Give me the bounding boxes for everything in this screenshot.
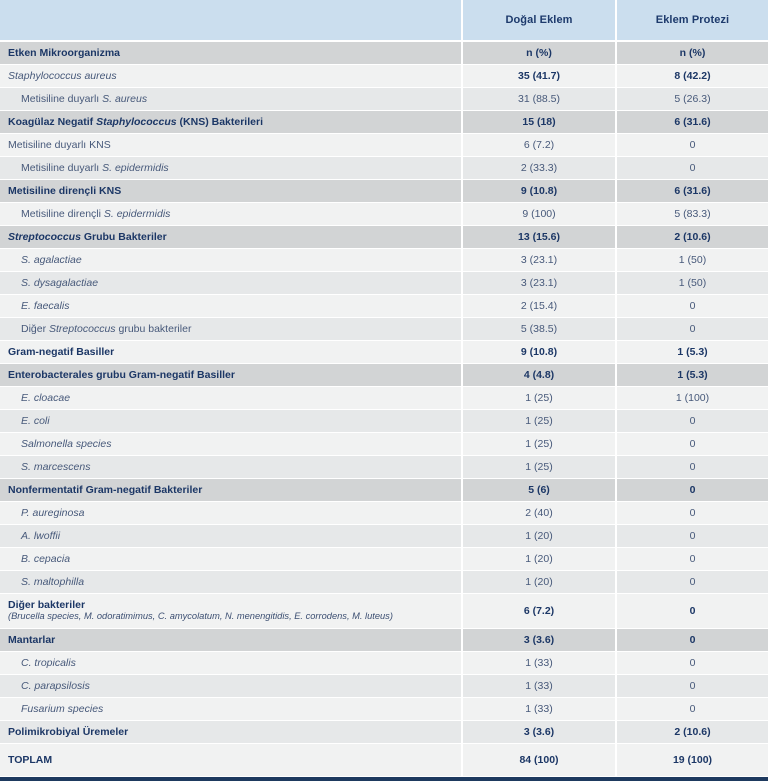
value-dogal-eklem: 3 (3.6) xyxy=(463,629,615,651)
table-row xyxy=(0,675,768,697)
value-eklem-protezi: 0 xyxy=(617,318,768,340)
value-eklem-protezi: 2 (10.6) xyxy=(617,721,768,743)
table-row xyxy=(0,502,768,524)
value-eklem-protezi: 0 xyxy=(617,548,768,570)
row-label: P. aureginosa xyxy=(0,502,461,524)
value-eklem-protezi: 0 xyxy=(617,698,768,720)
table-row xyxy=(0,111,768,133)
table-row xyxy=(0,721,768,743)
table-row xyxy=(0,318,768,340)
table-row xyxy=(0,134,768,156)
value-dogal-eklem: 2 (33.3) xyxy=(463,157,615,179)
table-row xyxy=(0,629,768,651)
value-dogal-eklem: 31 (88.5) xyxy=(463,88,615,110)
value-eklem-protezi: 6 (31.6) xyxy=(617,180,768,202)
value-dogal-eklem: 1 (33) xyxy=(463,698,615,720)
row-label: Diğer bakteriler (Brucella species, M. odoratimimus, C. amycolatum, N. menengitidis, E. corrodens, M. luteus) xyxy=(0,594,461,628)
table-row xyxy=(0,295,768,317)
value-dogal-eklem: 9 (10.8) xyxy=(463,180,615,202)
row-label: Metisiline dirençli KNS xyxy=(0,180,461,202)
row-label: Fusarium species xyxy=(0,698,461,720)
value-eklem-protezi: 0 xyxy=(617,433,768,455)
value-dogal-eklem: 9 (10.8) xyxy=(463,341,615,363)
table-row xyxy=(0,698,768,720)
value-eklem-protezi: 8 (42.2) xyxy=(617,65,768,87)
value-dogal-eklem: 5 (6) xyxy=(463,479,615,501)
value-dogal-eklem: 1 (25) xyxy=(463,433,615,455)
value-dogal-eklem: 1 (20) xyxy=(463,548,615,570)
row-label: Etken Mikroorganizma xyxy=(0,42,461,64)
row-label: Streptococcus Grubu Bakteriler xyxy=(0,226,461,248)
value-dogal-eklem: 9 (100) xyxy=(463,203,615,225)
table-row xyxy=(0,249,768,271)
row-label: E. faecalis xyxy=(0,295,461,317)
row-label: Koagülaz Negatif Staphylococcus (KNS) Bakterileri xyxy=(0,111,461,133)
row-label: S. agalactiae xyxy=(0,249,461,271)
header-cell-dogal-eklem: Doğal Eklem xyxy=(463,0,615,40)
value-eklem-protezi: 0 xyxy=(617,502,768,524)
table-row xyxy=(0,272,768,294)
row-sublabel: (Brucella species, M. odoratimimus, C. amycolatum, N. menengitidis, E. corrodens, M. luteus) xyxy=(8,611,393,622)
value-dogal-eklem: 35 (41.7) xyxy=(463,65,615,87)
value-dogal-eklem: 3 (3.6) xyxy=(463,721,615,743)
table-row xyxy=(0,594,768,628)
value-dogal-eklem: 2 (15.4) xyxy=(463,295,615,317)
table-row xyxy=(0,410,768,432)
value-dogal-eklem: 15 (18) xyxy=(463,111,615,133)
table-row xyxy=(0,157,768,179)
row-label: Staphylococcus aureus xyxy=(0,65,461,87)
value-eklem-protezi: 0 xyxy=(617,295,768,317)
value-eklem-protezi: 0 xyxy=(617,594,768,628)
value-dogal-eklem: 5 (38.5) xyxy=(463,318,615,340)
value-dogal-eklem: 3 (23.1) xyxy=(463,272,615,294)
value-eklem-protezi: 1 (5.3) xyxy=(617,341,768,363)
row-label: A. lwoffii xyxy=(0,525,461,547)
value-eklem-protezi: n (%) xyxy=(617,42,768,64)
value-eklem-protezi: 6 (31.6) xyxy=(617,111,768,133)
value-eklem-protezi: 0 xyxy=(617,571,768,593)
table-row xyxy=(0,652,768,674)
value-dogal-eklem: 3 (23.1) xyxy=(463,249,615,271)
row-label: Metisiline duyarlı S. aureus xyxy=(0,88,461,110)
table-row xyxy=(0,479,768,501)
value-eklem-protezi: 19 (100) xyxy=(617,744,768,776)
row-label: TOPLAM xyxy=(0,744,461,776)
table-row xyxy=(0,525,768,547)
row-label: Metisiline duyarlı S. epidermidis xyxy=(0,157,461,179)
value-dogal-eklem: 1 (25) xyxy=(463,456,615,478)
row-label: B. cepacia xyxy=(0,548,461,570)
row-label: E. coli xyxy=(0,410,461,432)
value-dogal-eklem: 13 (15.6) xyxy=(463,226,615,248)
value-eklem-protezi: 0 xyxy=(617,410,768,432)
table-row xyxy=(0,548,768,570)
row-label: Enterobacterales grubu Gram-negatif Basiller xyxy=(0,364,461,386)
row-label: Salmonella species xyxy=(0,433,461,455)
value-eklem-protezi: 5 (83.3) xyxy=(617,203,768,225)
row-label: Gram-negatif Basiller xyxy=(0,341,461,363)
row-label: Metisiline dirençli S. epidermidis xyxy=(0,203,461,225)
row-label: S. maltophilla xyxy=(0,571,461,593)
value-dogal-eklem: n (%) xyxy=(463,42,615,64)
value-dogal-eklem: 2 (40) xyxy=(463,502,615,524)
value-eklem-protezi: 2 (10.6) xyxy=(617,226,768,248)
table-row xyxy=(0,226,768,248)
table-row xyxy=(0,65,768,87)
table-row xyxy=(0,180,768,202)
table-row xyxy=(0,456,768,478)
row-label: S. dysagalactiae xyxy=(0,272,461,294)
table-row xyxy=(0,88,768,110)
value-eklem-protezi: 0 xyxy=(617,479,768,501)
row-label: Metisiline duyarlı KNS xyxy=(0,134,461,156)
value-dogal-eklem: 4 (4.8) xyxy=(463,364,615,386)
row-label: Diğer Streptococcus grubu bakteriler xyxy=(0,318,461,340)
value-eklem-protezi: 0 xyxy=(617,675,768,697)
value-dogal-eklem: 1 (33) xyxy=(463,675,615,697)
value-eklem-protezi: 0 xyxy=(617,134,768,156)
value-dogal-eklem: 6 (7.2) xyxy=(463,134,615,156)
row-label: Polimikrobiyal Üremeler xyxy=(0,721,461,743)
table-row xyxy=(0,42,768,64)
table-row xyxy=(0,387,768,409)
value-dogal-eklem: 6 (7.2) xyxy=(463,594,615,628)
row-label: C. parapsilosis xyxy=(0,675,461,697)
value-dogal-eklem: 1 (20) xyxy=(463,571,615,593)
value-eklem-protezi: 0 xyxy=(617,157,768,179)
table-header-row xyxy=(0,0,768,40)
value-eklem-protezi: 0 xyxy=(617,456,768,478)
table-row xyxy=(0,364,768,386)
value-eklem-protezi: 1 (50) xyxy=(617,249,768,271)
table-row xyxy=(0,744,768,776)
bottom-accent-bar xyxy=(0,777,768,781)
header-cell-empty xyxy=(0,0,461,40)
value-dogal-eklem: 1 (20) xyxy=(463,525,615,547)
table-row xyxy=(0,341,768,363)
row-label: C. tropicalis xyxy=(0,652,461,674)
value-eklem-protezi: 0 xyxy=(617,629,768,651)
value-dogal-eklem: 84 (100) xyxy=(463,744,615,776)
value-eklem-protezi: 0 xyxy=(617,525,768,547)
row-label: Nonfermentatif Gram-negatif Bakteriler xyxy=(0,479,461,501)
row-label: Mantarlar xyxy=(0,629,461,651)
row-label: E. cloacae xyxy=(0,387,461,409)
value-eklem-protezi: 1 (100) xyxy=(617,387,768,409)
value-eklem-protezi: 1 (50) xyxy=(617,272,768,294)
row-label: S. marcescens xyxy=(0,456,461,478)
table-row xyxy=(0,203,768,225)
table-row xyxy=(0,571,768,593)
value-dogal-eklem: 1 (33) xyxy=(463,652,615,674)
table-body xyxy=(0,42,768,776)
value-eklem-protezi: 1 (5.3) xyxy=(617,364,768,386)
value-eklem-protezi: 0 xyxy=(617,652,768,674)
value-eklem-protezi: 5 (26.3) xyxy=(617,88,768,110)
header-cell-eklem-protezi: Eklem Protezi xyxy=(617,0,768,40)
value-dogal-eklem: 1 (25) xyxy=(463,410,615,432)
value-dogal-eklem: 1 (25) xyxy=(463,387,615,409)
table-row xyxy=(0,433,768,455)
